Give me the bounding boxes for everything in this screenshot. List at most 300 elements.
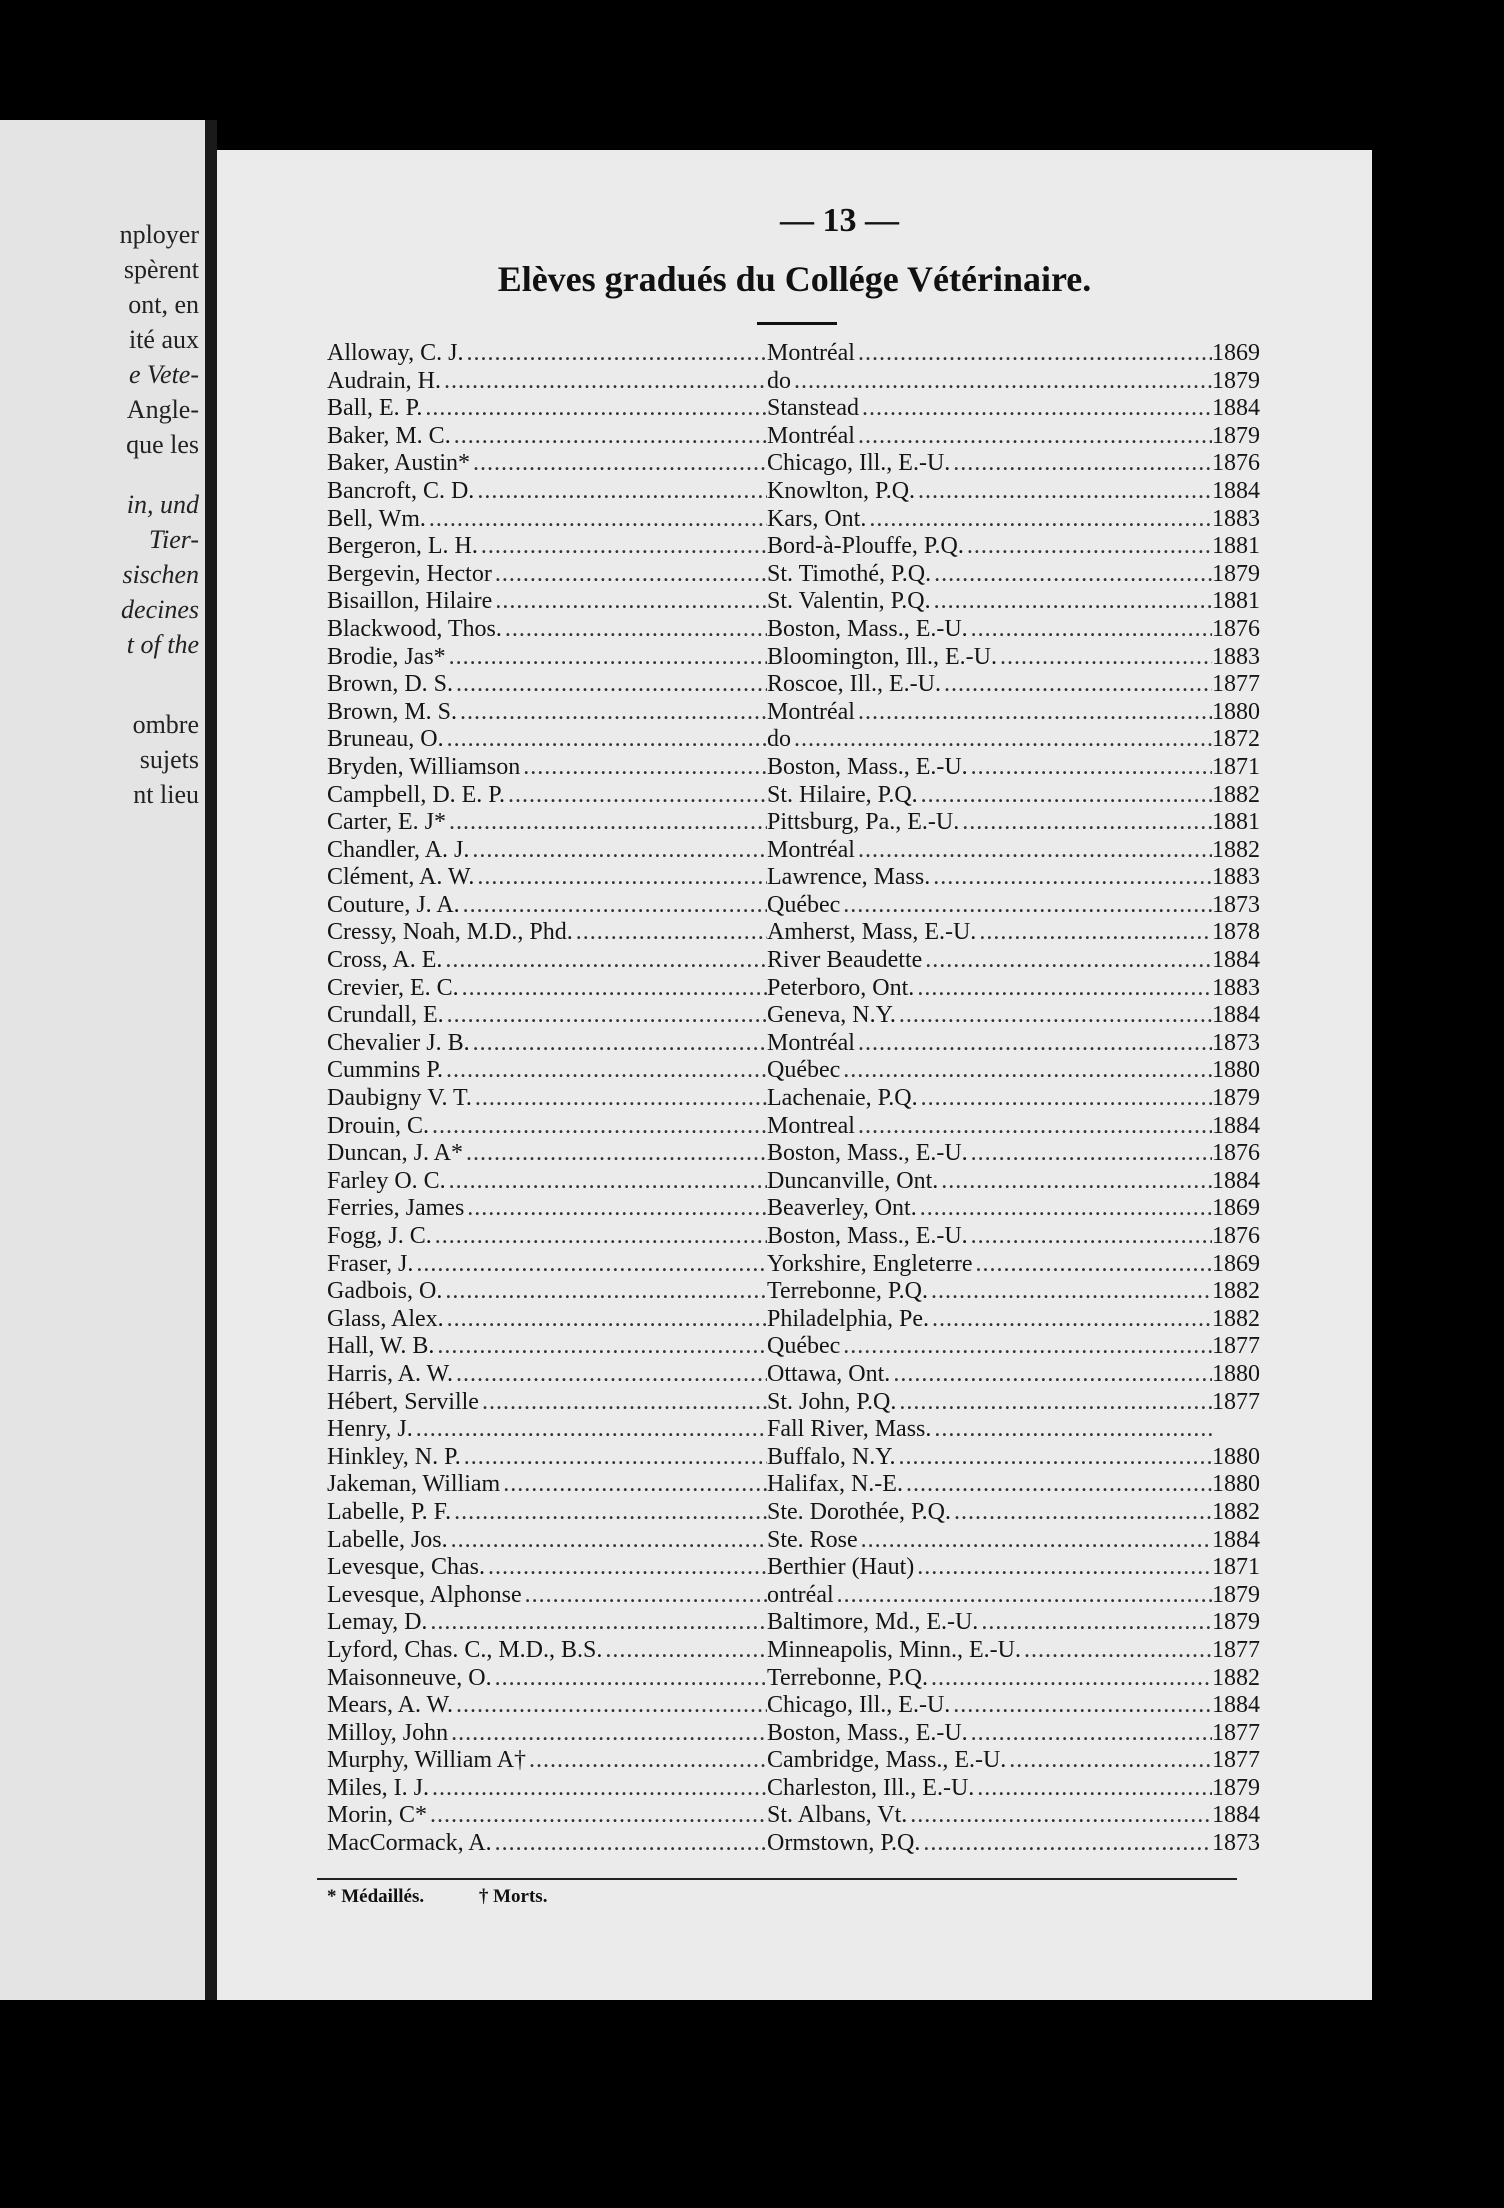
graduate-place — [767, 423, 1212, 451]
graduate-place-text: Montréal — [767, 423, 858, 449]
graduate-name — [327, 1278, 767, 1306]
graduate-name-text: Blackwood, Thos. — [327, 616, 505, 642]
graduate-place — [767, 864, 1212, 892]
list-item — [327, 1002, 1327, 1030]
book-gutter — [205, 120, 217, 2000]
list-item — [327, 1140, 1327, 1168]
footnote — [327, 1886, 597, 1908]
graduate-name — [327, 644, 767, 672]
graduate-year: 1882 — [1212, 1278, 1260, 1305]
graduate-place-text: Yorkshire, Engleterre — [767, 1251, 976, 1277]
title-rule — [757, 322, 837, 325]
graduate-place — [767, 368, 1212, 396]
graduate-name-text: Fraser, J. — [327, 1251, 416, 1277]
graduate-year: 1881 — [1212, 533, 1260, 560]
facing-page-line: nployer — [119, 220, 199, 249]
graduate-place — [767, 947, 1212, 975]
graduate-name-text: Audrain, H. — [327, 368, 444, 394]
graduate-name-text: Brown, M. S. — [327, 699, 460, 725]
graduate-year: 1882 — [1212, 1664, 1260, 1691]
graduate-name — [327, 1085, 767, 1113]
graduate-name-text: Lemay, D. — [327, 1609, 430, 1635]
graduate-place — [767, 1720, 1212, 1748]
graduate-year: 1879 — [1212, 560, 1260, 587]
graduate-year: 1882 — [1212, 836, 1260, 863]
graduate-place — [767, 837, 1212, 865]
graduate-place — [767, 1582, 1212, 1610]
graduate-place — [767, 1830, 1212, 1858]
graduate-name-text: Ball, E. P. — [327, 395, 425, 421]
graduate-name-text: Ferries, James — [327, 1195, 467, 1221]
graduate-name — [327, 1775, 767, 1803]
graduate-name-text: Hall, W. B. — [327, 1333, 437, 1359]
graduate-name-text: MacCormack, A. — [327, 1830, 495, 1856]
graduate-place-text: Ottawa, Ont. — [767, 1361, 893, 1387]
graduate-name-text: Crevier, E. C. — [327, 975, 462, 1001]
list-item — [327, 423, 1327, 451]
list-item — [327, 1802, 1327, 1830]
graduate-year: 1879 — [1212, 1609, 1260, 1636]
graduate-name-text: Farley O. C. — [327, 1168, 449, 1194]
list-item — [327, 588, 1327, 616]
graduate-name — [327, 726, 767, 754]
graduate-name — [327, 1251, 767, 1279]
graduate-year: 1884 — [1212, 1002, 1260, 1029]
graduate-name-text: Bergeron, L. H. — [327, 533, 481, 559]
graduate-place — [767, 588, 1212, 616]
graduate-name-text: Cummins P. — [327, 1057, 446, 1083]
graduate-place — [767, 1223, 1212, 1251]
graduate-place-text: Lachenaie, P.Q. — [767, 1085, 921, 1111]
graduate-name-text: Labelle, Jos. — [327, 1527, 451, 1553]
graduate-name-text: Drouin, C. — [327, 1113, 432, 1139]
facing-page-line: ont, en — [128, 290, 199, 319]
graduate-year: 1884 — [1212, 1112, 1260, 1139]
graduate-year: 1880 — [1212, 1360, 1260, 1387]
graduate-place-text: Minneapolis, Minn., E.-U. — [767, 1637, 1024, 1663]
graduate-place-text: Québec — [767, 892, 843, 918]
graduate-year: 1883 — [1212, 505, 1260, 532]
graduate-year: 1876 — [1212, 1140, 1260, 1167]
graduate-year: 1883 — [1212, 974, 1260, 1001]
graduate-place-text: Boston, Mass., E.-U. — [767, 754, 971, 780]
graduate-name — [327, 975, 767, 1003]
graduate-year: 1871 — [1212, 753, 1260, 780]
graduate-name — [327, 1692, 767, 1720]
list-item — [327, 699, 1327, 727]
graduate-year: 1877 — [1212, 1747, 1260, 1774]
list-item — [327, 837, 1327, 865]
graduate-name-text: Fogg, J. C. — [327, 1223, 435, 1249]
graduate-name-text: Bell, Wm. — [327, 506, 429, 532]
graduate-place — [767, 1444, 1212, 1472]
graduate-place-text: Peterboro, Ont. — [767, 975, 917, 1001]
graduate-name-text: Henry, J. — [327, 1416, 416, 1442]
footnote-medals: * Médaillés. — [327, 1886, 425, 1907]
graduate-place-text: Halifax, N.-E. — [767, 1471, 906, 1497]
graduate-place — [767, 478, 1212, 506]
graduate-name — [327, 1168, 767, 1196]
graduate-name — [327, 699, 767, 727]
graduate-place — [767, 892, 1212, 920]
list-item — [327, 1554, 1327, 1582]
list-item — [327, 1720, 1327, 1748]
graduate-year: 1877 — [1212, 1333, 1260, 1360]
graduate-name-text: Levesque, Chas. — [327, 1554, 488, 1580]
graduate-name — [327, 892, 767, 920]
graduate-name — [327, 1140, 767, 1168]
graduate-place-text: St. John, P.Q. — [767, 1389, 899, 1415]
list-item — [327, 1665, 1327, 1693]
graduate-year: 1869 — [1212, 1250, 1260, 1277]
graduate-year: 1876 — [1212, 450, 1260, 477]
list-item — [327, 395, 1327, 423]
graduate-place — [767, 644, 1212, 672]
list-item — [327, 754, 1327, 782]
graduate-year: 1873 — [1212, 891, 1260, 918]
graduate-place — [767, 726, 1212, 754]
graduate-place — [767, 1527, 1212, 1555]
graduate-name — [327, 506, 767, 534]
graduate-place-text: Baltimore, Md., E.-U. — [767, 1609, 981, 1635]
graduate-name — [327, 1333, 767, 1361]
graduate-name-text: Milloy, John — [327, 1720, 451, 1746]
graduate-place — [767, 1333, 1212, 1361]
graduate-name — [327, 1389, 767, 1417]
list-item — [327, 892, 1327, 920]
graduate-place — [767, 1085, 1212, 1113]
list-item — [327, 1057, 1327, 1085]
list-item — [327, 644, 1327, 672]
graduate-place — [767, 1554, 1212, 1582]
graduate-place-text: Kars, Ont. — [767, 506, 869, 532]
list-item — [327, 1223, 1327, 1251]
facing-page-line: nt lieu — [133, 780, 199, 809]
facing-page-line: spèrent — [123, 255, 199, 284]
graduate-name-text: Hinkley, N. P. — [327, 1444, 464, 1470]
graduate-name — [327, 837, 767, 865]
graduate-name-text: Campbell, D. E. P. — [327, 782, 508, 808]
graduate-place — [767, 1002, 1212, 1030]
graduate-place-text: Ste. Dorothée, P.Q. — [767, 1499, 954, 1525]
graduate-year: 1871 — [1212, 1554, 1260, 1581]
graduate-name — [327, 809, 767, 837]
graduate-name — [327, 1637, 767, 1665]
graduate-year: 1880 — [1212, 698, 1260, 725]
graduate-name-text: Bisaillon, Hilaire — [327, 588, 495, 614]
graduate-place-text: Québec — [767, 1333, 843, 1359]
graduate-name — [327, 1195, 767, 1223]
graduate-place — [767, 450, 1212, 478]
graduate-name — [327, 919, 767, 947]
graduate-year: 1884 — [1212, 1692, 1260, 1719]
graduate-name-text: Chevalier J. B. — [327, 1030, 473, 1056]
list-item — [327, 533, 1327, 561]
facing-page-line: decines — [121, 595, 199, 624]
list-item — [327, 726, 1327, 754]
facing-page-line: e Vete- — [128, 360, 199, 389]
graduate-name-text: Brown, D. S. — [327, 671, 456, 697]
list-item — [327, 1030, 1327, 1058]
graduate-year: 1877 — [1212, 671, 1260, 698]
graduate-year: 1880 — [1212, 1443, 1260, 1470]
graduate-place-text: St. Timothé, P.Q. — [767, 561, 934, 587]
graduate-place-text: Montreal — [767, 1113, 858, 1139]
list-item — [327, 1278, 1327, 1306]
graduate-name — [327, 533, 767, 561]
list-item — [327, 947, 1327, 975]
graduate-year: 1873 — [1212, 1830, 1260, 1857]
list-item — [327, 1195, 1327, 1223]
graduate-year: 1884 — [1212, 1167, 1260, 1194]
graduate-place — [767, 1802, 1212, 1830]
graduate-year: 1884 — [1212, 1526, 1260, 1553]
graduate-name-text: Chandler, A. J. — [327, 837, 472, 863]
graduate-place-text: do — [767, 726, 794, 752]
list-item — [327, 809, 1327, 837]
graduate-name-text: Hébert, Serville — [327, 1389, 482, 1415]
graduate-name — [327, 1113, 767, 1141]
document-page — [217, 150, 1372, 2000]
graduate-name — [327, 1444, 767, 1472]
list-item — [327, 671, 1327, 699]
graduate-year: 1880 — [1212, 1471, 1260, 1498]
graduate-place — [767, 754, 1212, 782]
graduate-name — [327, 1720, 767, 1748]
graduate-name-text: Clément, A. W. — [327, 864, 477, 890]
list-item — [327, 864, 1327, 892]
list-item — [327, 1251, 1327, 1279]
graduate-name — [327, 616, 767, 644]
graduate-name — [327, 1527, 767, 1555]
facing-page-line: t of the — [126, 630, 199, 659]
graduate-name-text: Alloway, C. J. — [327, 340, 466, 366]
graduate-name — [327, 671, 767, 699]
facing-page-line: sujets — [139, 745, 199, 774]
graduate-name-text: Lyford, Chas. C., M.D., B.S. — [327, 1637, 605, 1663]
graduate-year: 1878 — [1212, 919, 1260, 946]
graduate-place-text: Boston, Mass., E.-U. — [767, 1720, 971, 1746]
list-item — [327, 1085, 1327, 1113]
list-item — [327, 1361, 1327, 1389]
graduate-place-text: Lawrence, Mass. — [767, 864, 933, 890]
graduate-name — [327, 1609, 767, 1637]
graduate-place-text: Duncanville, Ont. — [767, 1168, 941, 1194]
graduate-name — [327, 423, 767, 451]
graduate-place-text: St. Valentin, P.Q. — [767, 588, 934, 614]
graduate-place — [767, 561, 1212, 589]
list-item — [327, 1637, 1327, 1665]
graduate-place — [767, 1057, 1212, 1085]
footnote-rule — [317, 1878, 1237, 1880]
graduate-name-text: Harris, A. W. — [327, 1361, 456, 1387]
graduate-name — [327, 1582, 767, 1610]
list-item — [327, 340, 1327, 368]
graduate-place — [767, 1665, 1212, 1693]
graduate-place-text: Boston, Mass., E.-U. — [767, 1140, 971, 1166]
graduate-name-text: Mears, A. W. — [327, 1692, 456, 1718]
graduate-year: 1879 — [1212, 1774, 1260, 1801]
graduate-name — [327, 1471, 767, 1499]
graduate-year: 1880 — [1212, 1057, 1260, 1084]
graduate-place-text: Fall River, Mass. — [767, 1416, 934, 1442]
graduate-place-text: Knowlton, P.Q. — [767, 478, 918, 504]
list-item — [327, 975, 1327, 1003]
graduate-place — [767, 533, 1212, 561]
facing-page-line: Angle- — [126, 395, 199, 424]
graduate-name-text: Bryden, Williamson — [327, 754, 523, 780]
graduate-name-text: Glass, Alex. — [327, 1306, 447, 1332]
graduate-name-text: Bancroft, C. D. — [327, 478, 477, 504]
list-item — [327, 368, 1327, 396]
graduate-place — [767, 1775, 1212, 1803]
list-item — [327, 1113, 1327, 1141]
graduate-year: 1877 — [1212, 1636, 1260, 1663]
list-item — [327, 450, 1327, 478]
list-item — [327, 782, 1327, 810]
graduate-place — [767, 1306, 1212, 1334]
graduate-place-text: St. Hilaire, P.Q. — [767, 782, 921, 808]
graduate-year: 1881 — [1212, 588, 1260, 615]
graduate-year: 1876 — [1212, 615, 1260, 642]
graduate-year: 1877 — [1212, 1388, 1260, 1415]
graduate-year: 1879 — [1212, 367, 1260, 394]
graduate-year: 1883 — [1212, 643, 1260, 670]
graduate-name-text: Labelle, P. F. — [327, 1499, 454, 1525]
graduate-place — [767, 1389, 1212, 1417]
list-item — [327, 1333, 1327, 1361]
graduate-place-text: Ste. Rose — [767, 1527, 861, 1553]
graduate-year: 1883 — [1212, 864, 1260, 891]
graduate-year: 1879 — [1212, 422, 1260, 449]
graduate-place-text: Ormstown, P.Q. — [767, 1830, 923, 1856]
graduate-place-text: Amherst, Mass, E.-U. — [767, 919, 979, 945]
graduate-year: 1869 — [1212, 340, 1260, 366]
graduate-place — [767, 1361, 1212, 1389]
graduate-place-text: Montréal — [767, 837, 858, 863]
facing-page-line: Tier- — [148, 525, 199, 554]
graduate-place-text: St. Albans, Vt. — [767, 1802, 910, 1828]
graduate-place — [767, 616, 1212, 644]
graduate-name — [327, 1416, 767, 1444]
list-item — [327, 561, 1327, 589]
facing-page-line: in, und — [126, 490, 199, 519]
graduate-place — [767, 1747, 1212, 1775]
graduate-place — [767, 1692, 1212, 1720]
graduate-name — [327, 1747, 767, 1775]
graduate-place — [767, 1499, 1212, 1527]
graduate-name — [327, 1802, 767, 1830]
graduate-place — [767, 1609, 1212, 1637]
graduate-place — [767, 919, 1212, 947]
graduate-place-text: Bloomington, Ill., E.-U. — [767, 644, 1000, 670]
graduate-name-text: Bergevin, Hector — [327, 561, 495, 587]
graduate-year: 1884 — [1212, 477, 1260, 504]
graduate-name — [327, 1223, 767, 1251]
graduate-name — [327, 1361, 767, 1389]
graduate-place-text: Chicago, Ill., E.-U. — [767, 450, 953, 476]
list-item — [327, 1830, 1327, 1858]
graduate-year: 1877 — [1212, 1719, 1260, 1746]
list-item — [327, 1389, 1327, 1417]
facing-page-line: ombre — [132, 710, 199, 739]
graduate-name-text: Baker, M. C. — [327, 423, 454, 449]
facing-page-fragment — [0, 120, 205, 2000]
graduate-place — [767, 1168, 1212, 1196]
graduate-place — [767, 1195, 1212, 1223]
graduate-name-text: Cross, A. E. — [327, 947, 445, 973]
footnote-deaths: † Morts. — [478, 1886, 548, 1907]
graduate-year: 1879 — [1212, 1581, 1260, 1608]
graduate-year: 1873 — [1212, 1029, 1260, 1056]
graduate-name-text: Carter, E. J* — [327, 809, 449, 835]
page-title: Elèves gradués du Collége Vétérinaire. — [497, 259, 1092, 299]
list-item — [327, 1471, 1327, 1499]
graduate-name — [327, 947, 767, 975]
graduate-year: 1882 — [1212, 781, 1260, 808]
graduate-place-text: Boston, Mass., E.-U. — [767, 616, 971, 642]
graduate-place-text: Pittsburg, Pa., E.-U. — [767, 809, 962, 835]
list-item — [327, 919, 1327, 947]
graduate-place — [767, 1113, 1212, 1141]
graduate-place — [767, 1251, 1212, 1279]
facing-page-line: sischen — [122, 560, 199, 589]
graduate-name-text: Daubigny V. T. — [327, 1085, 475, 1111]
graduate-name — [327, 782, 767, 810]
graduate-name-text: Gadbois, O. — [327, 1278, 445, 1304]
graduate-place — [767, 671, 1212, 699]
graduate-name — [327, 1554, 767, 1582]
facing-page-line: que les — [126, 430, 199, 459]
list-item — [327, 1306, 1327, 1334]
graduate-place — [767, 395, 1212, 423]
graduate-name-text: Duncan, J. A* — [327, 1140, 466, 1166]
list-item — [327, 1527, 1327, 1555]
graduate-name — [327, 368, 767, 396]
graduate-place-text: Boston, Mass., E.-U. — [767, 1223, 971, 1249]
graduate-place — [767, 1278, 1212, 1306]
list-item — [327, 1499, 1327, 1527]
graduate-place — [767, 1416, 1212, 1444]
graduate-name-text: Brodie, Jas* — [327, 644, 449, 670]
graduate-name — [327, 1057, 767, 1085]
graduate-name-text: Murphy, William A† — [327, 1747, 529, 1773]
list-item — [327, 1444, 1327, 1472]
graduate-place-text: Montréal — [767, 699, 858, 725]
graduate-place-text: Buffalo, N.Y. — [767, 1444, 898, 1470]
graduate-place-text: Beaverley, Ont. — [767, 1195, 920, 1221]
graduate-year: 1882 — [1212, 1498, 1260, 1525]
graduate-year: 1881 — [1212, 809, 1260, 836]
graduate-year: 1872 — [1212, 726, 1260, 753]
graduate-name-text: Levesque, Alphonse — [327, 1582, 525, 1608]
graduate-name — [327, 1306, 767, 1334]
graduate-year: 1882 — [1212, 1305, 1260, 1332]
graduate-name-text: Cressy, Noah, M.D., Phd. — [327, 919, 576, 945]
graduate-place — [767, 1471, 1212, 1499]
graduate-place-text: Terrebonne, P.Q. — [767, 1665, 931, 1691]
graduate-name — [327, 1030, 767, 1058]
graduate-place — [767, 1030, 1212, 1058]
graduate-place — [767, 782, 1212, 810]
graduate-year: 1879 — [1212, 1085, 1260, 1112]
graduate-name — [327, 1665, 767, 1693]
graduate-list — [327, 340, 1327, 1858]
graduate-place-text: Roscoe, Ill., E.-U. — [767, 671, 944, 697]
graduate-place — [767, 975, 1212, 1003]
list-item — [327, 1168, 1327, 1196]
list-item — [327, 1775, 1327, 1803]
